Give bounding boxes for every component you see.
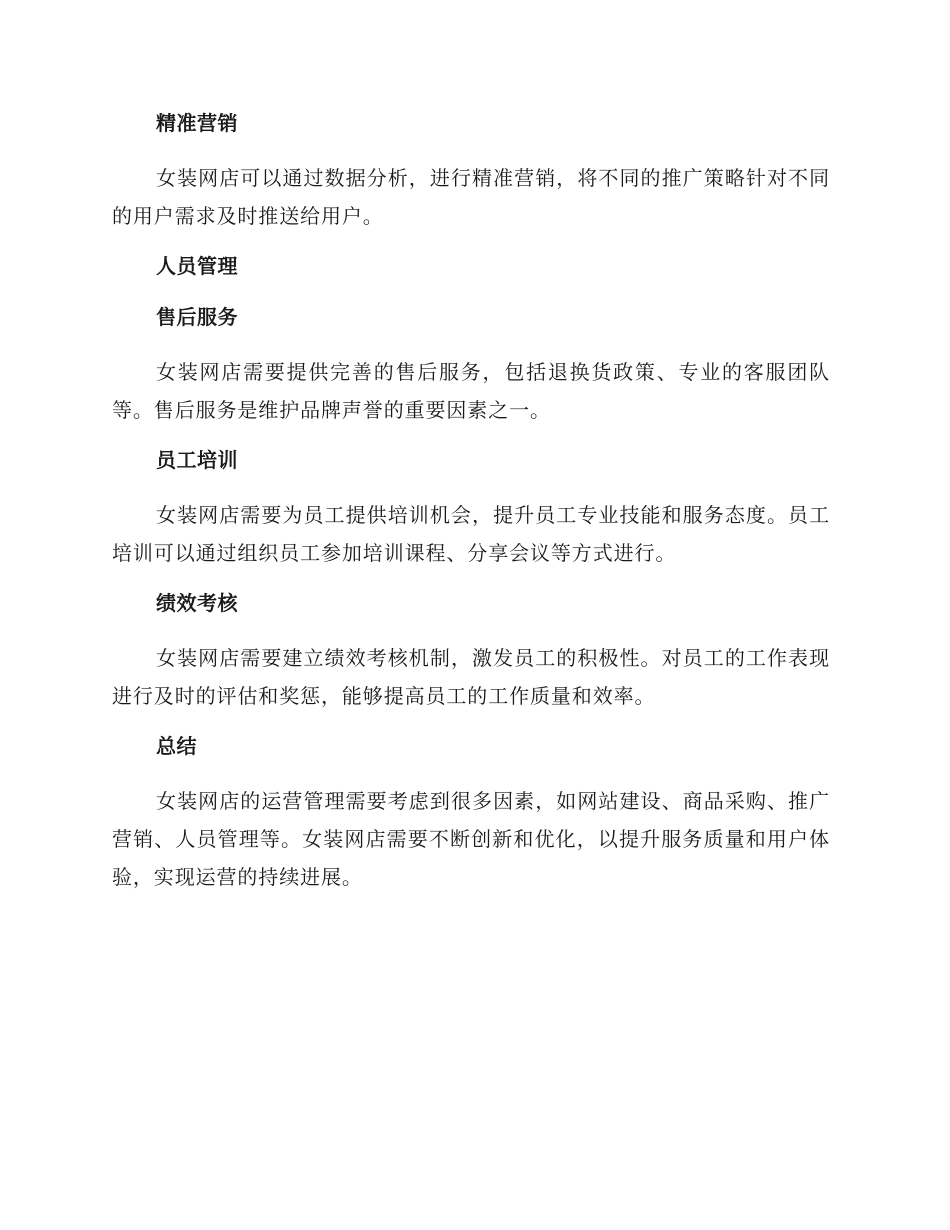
heading-precision-marketing: 精准营销 <box>156 111 238 135</box>
heading-staff-training: 员工培训 <box>156 448 238 472</box>
paragraph-after-sales-service: 女装网店需要提供完善的售后服务，包括退换货政策、专业的客服团队等。售后服务是维护品牌声誉的重要因素之一。 <box>112 360 830 422</box>
paragraph-staff-training: 女装网店需要为员工提供培训机会，提升员工专业技能和服务态度。员工培训可以通过组织员工参加培训课程、分享会议等方式进行。 <box>112 503 830 565</box>
heading-summary: 总结 <box>156 734 197 758</box>
document-page <box>112 108 830 912</box>
heading-performance-review: 绩效考核 <box>156 591 238 615</box>
paragraph-precision-marketing: 女装网店可以通过数据分析，进行精准营销，将不同的推广策略针对不同的用户需求及时推送给用户。 <box>112 166 830 228</box>
heading-after-sales-service: 售后服务 <box>156 305 238 329</box>
paragraph-performance-review: 女装网店需要建立绩效考核机制，激发员工的积极性。对员工的工作表现进行及时的评估和奖惩，能够提高员工的工作质量和效率。 <box>112 646 830 708</box>
heading-personnel-management: 人员管理 <box>156 254 238 278</box>
paragraph-summary: 女装网店的运营管理需要考虑到很多因素，如网站建设、商品采购、推广营销、人员管理等。女装网店需要不断创新和优化，以提升服务质量和用户体验，实现运营的持续进展。 <box>112 789 830 889</box>
